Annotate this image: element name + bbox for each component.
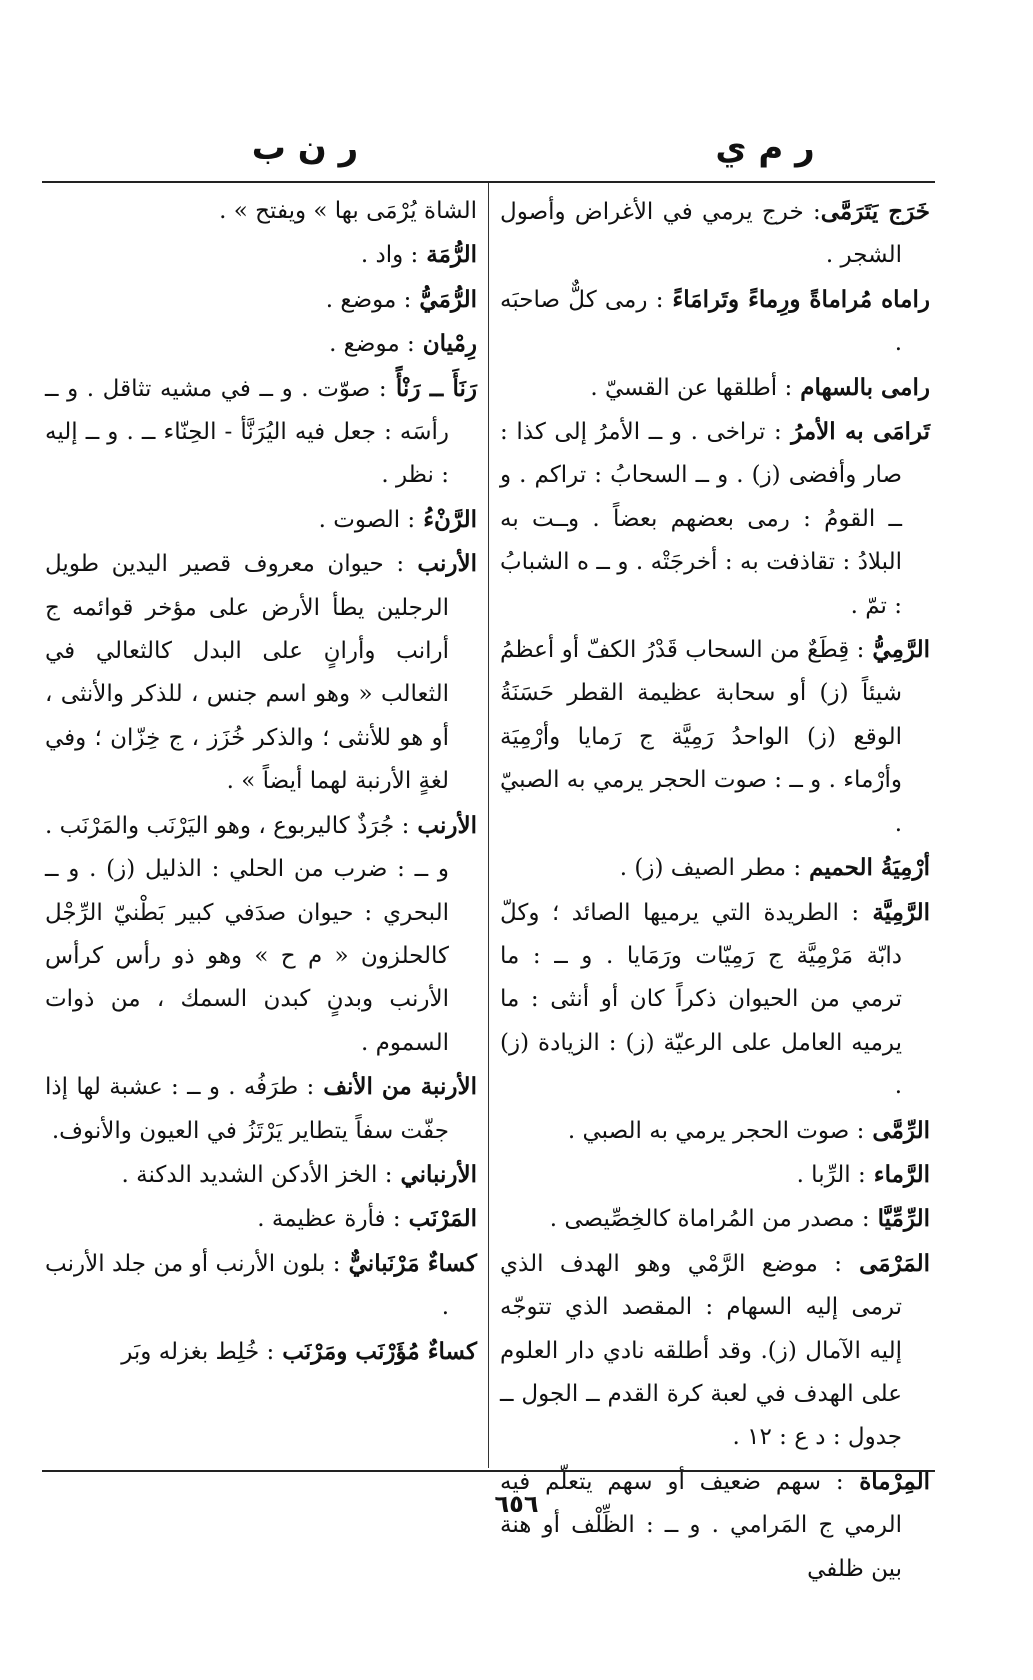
dictionary-entry: الرَّنْءُ : الصوت . [318,505,477,533]
dictionary-entry: الرِّمَّى : صوت الحجر يرمي به الصبي . [567,1116,930,1144]
headword: رَنَأَ ــ رَنْأً [386,374,478,402]
headword: رامى بالسهام [792,373,930,401]
dictionary-entry: الأرنباني : الخز الأدكن الشديد الدكنة . [121,1160,477,1188]
dictionary-entry: الرُّمَيُّ : موضع . [325,285,477,313]
headword: راماه مُراماةً ورِماءً وتَرامَاءً [663,285,930,313]
headword: أرْمِيَةُ الحميم [801,854,930,882]
page-number: ٦٥٦ [494,1490,539,1518]
headword: المَرْنَب [400,1205,477,1233]
headword: المِرْماة [843,1467,930,1495]
headword: المَرْمَى [841,1249,930,1277]
dictionary-entry: المَرْنَب : فأرة عظيمة . [257,1205,477,1233]
dictionary-entry: الرُّمَة : واد . [360,241,477,269]
left-column-header: ر ن ب [251,128,359,168]
headword: الرَّنْءُ [415,505,477,533]
dictionary-entry: الأرنبة من الأنف : طرَفُه . و ــ : عشبة لها إذا جفّت سفاً يتطاير يَرْتَزُ في العيون والأنوف. [45,1073,477,1144]
dictionary-entry: الرَّمِيُّ : قِطَعٌ من السحاب قَدْرُ الكفّ أو أعظمُ شيئاً (ز) أو سحابة عظيمة القطر حَسَنَةُ الوقع (ز) الواحدُ رَمِيَّة ج رَمايا وأرْمِيَة وأرْماء . و ــ : صوت الحجر يرمي به الصبيّ . [500,636,930,837]
dictionary-entry: تَرامَى به الأمرُ : تراخى . و ــ الأمرُ إلى كذا : صار وأفضى (ز) . و ــ السحابُ : تراكم . و ــ القومُ : رمى بعضهم بعضاً . وــت به البلادُ : تقاذفت به : أخرجَتْه . و ــ ه الشبابُ : تمّ . [500,418,930,619]
dictionary-entry: الشاة يُرْمَى بها » ويفتح » . [219,198,477,224]
headword: الرِّمِّيَّا [869,1205,930,1233]
dictionary-entry: الأرنب : جُرَذٌ كاليربوع ، وهو اليَرْنَب والمَرْنَب . و ــ : ضرب من الحلي : الذليل (ز) . و ــ البحري : حيوان صدَفي كبير بَطْنيّ الرِّجْل كالحلزون « م ح » وهو ذو رأس كرأس الأرنب وبدنٍ كبدن السمك ، من ذوات السموم . [45,811,477,1056]
headword: الأرنب [404,550,477,578]
right-column [500,190,930,1591]
headword: كساءٌ مَرْنَبانيٌّ [340,1249,477,1277]
headword: رِمْيان [414,330,477,358]
headword: كساءٌ مُؤَرْنَب ومَرْنَب [274,1337,477,1365]
headword: الرَّماء [865,1160,930,1188]
dictionary-entry: الرِّمِّيَّا : مصدر من المُراماة كالخِصِّيصى . [549,1205,930,1233]
dictionary-entry: خَرَج يَتَرَمَّى: خرج يرمي في الأغراض وأصول الشجر . [500,198,930,269]
headword: الرُّمَة [418,241,477,269]
bottom-rule [42,1470,935,1472]
dictionary-entry: الأرنب : حيوان معروف قصير اليدين طويل الرجلين يطأ الأرض على مؤخر قوائمه ج أرانب وأرانٍ على البدل كالثعالي في الثعالب « وهو اسم جنس ، للذكر والأنثى ، أو هو للأنثى ؛ والذكر خُزَز ، ج خِزّان ؛ وفي لغةٍ الأرنبة لهما أيضاً » . [45,550,477,795]
headword: خَرَج يَتَرَمَّى [820,198,930,225]
headword: الرِّمَّى [864,1116,930,1144]
dictionary-entry: رامى بالسهام : أطلقها عن القسيّ . [590,373,930,401]
dictionary-entry: المِرْماة : سهم ضعيف أو سهم يتعلّم فيه الرمي ج المَرامي . و ــ : الظِّلْف أو هنة بين ظلفي [500,1467,930,1582]
headword: الرَّمِيُّ [864,636,930,664]
headword: تَرامَى به الأمرُ [781,418,930,446]
dictionary-entry: المَرْمَى : موضع الرَّمْي وهو الهدف الذي ترمى إليه السهام : المقصد الذي تتوجّه إليه الآمال (ز). وقد أطلقه نادي دار العلوم على الهدف في لعبة كرة القدم ــ الجول ــ جدول : د ع : ١٢ . [500,1249,930,1451]
dictionary-entry: الرَّمِيَّة : الطريدة التي يرميها الصائد ؛ وكلّ دابّة مَرْمِيَّة ج رَمِيّات ورَمَايا . و ــ : ما ترمي من الحيوان ذكراً كان أو أنثى : ما يرميه العامل على الرعيّة (ز) : الزيادة (ز) . [500,898,931,1100]
dictionary-entry: رَنَأَ ــ رَنْأً : صوّت . و ــ في مشيه تثاقل . و ــ رأسَه : جعل فيه اليُرَنَّأ - الحِنّاء ــ . و ــ إليه : نظر . [45,374,478,489]
dictionary-entry: راماه مُراماةً ورِماءً وتَرامَاءً : رمى كلٌّ صاحبَه . [500,285,930,357]
headword: الأرنب [409,811,477,839]
dictionary-entry: أرْمِيَةُ الحميم : مطر الصيف (ز) . [619,854,930,882]
dictionary-entry: الرَّماء : الرِّبا . [796,1160,930,1188]
headword: الأرنباني [392,1160,477,1188]
dictionary-entry: كساءٌ مُؤَرْنَب ومَرْنَب : خُلِط بغزله وبَر [121,1337,477,1365]
dictionary-entry: كساءٌ مَرْنَبانيٌّ : بلون الأرنب أو من جلد الأرنب . [45,1249,477,1321]
right-column-header: ر م ي [715,128,815,168]
headword: الأرنبة من الأنف [314,1073,477,1101]
column-divider [488,183,489,1468]
left-column [45,190,477,1374]
dictionary-entry: رِمْيان : موضع . [329,330,477,358]
headword: الرَّمِيَّة [859,898,931,926]
headword: الرُّمَيُّ [411,285,477,313]
